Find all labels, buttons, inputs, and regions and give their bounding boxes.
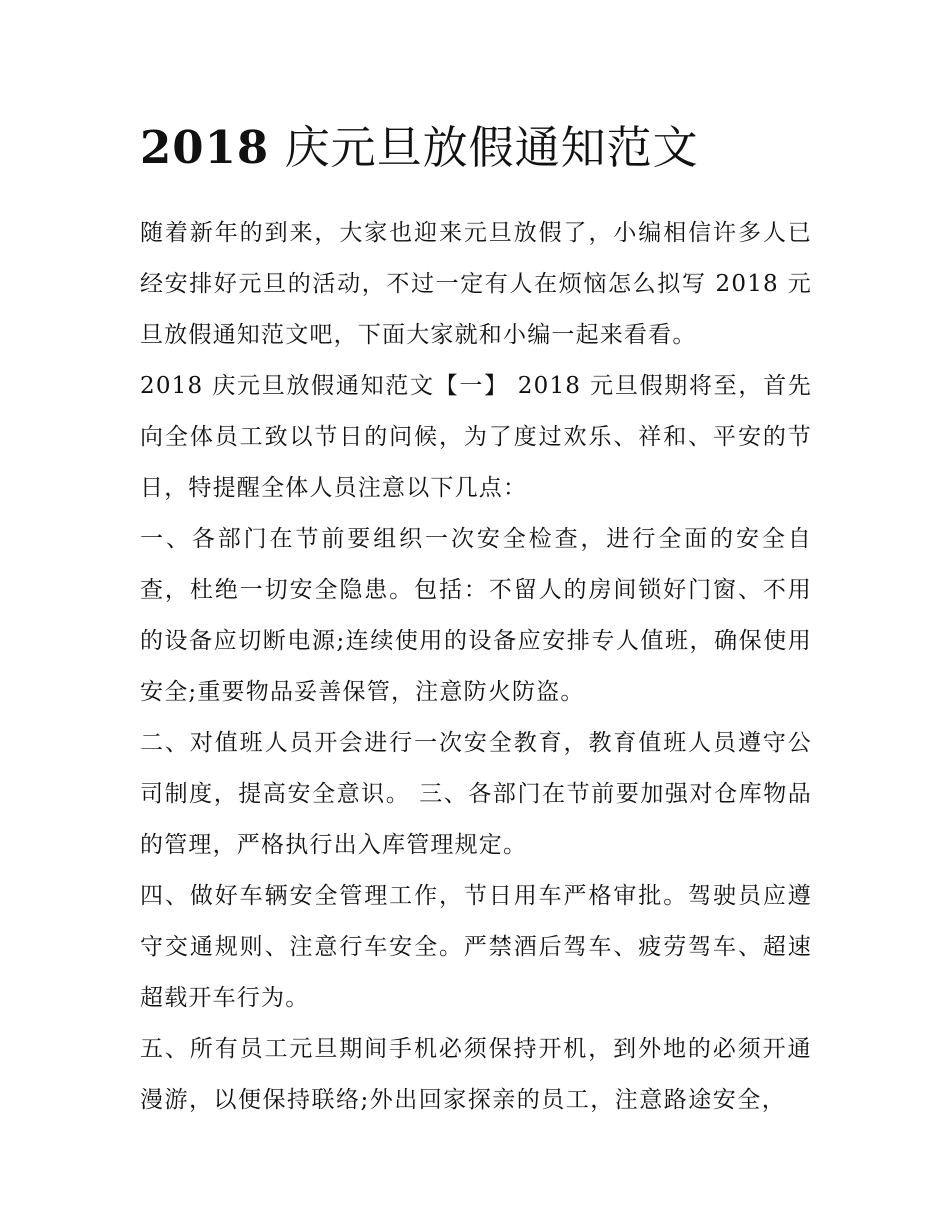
document-page — [140, 110, 812, 1126]
item-four-paragraph: 四、做好车辆安全管理工作，节日用车严格审批。驾驶员应遵守交通规则、注意行车安全。严禁酒后驾车、疲劳驾车、超速超载开车行为。 — [140, 883, 812, 1011]
item-one-paragraph: 一、各部门在节前要组织一次安全检查，进行全面的安全自查，杜绝一切安全隐患。包括：不留人的房间锁好门窗、不用的设备应切断电源;连续使用的设备应安排专人值班，确保使用安全;重要物品妥善保管，注意防火防盗。 — [140, 526, 812, 705]
notice-intro-paragraph: 2018 庆元旦放假通知范文【一】 2018 元旦假期将至，首先向全体员工致以节日的问候，为了度过欢乐、祥和、平安的节日，特提醒全体人员注意以下几点： — [140, 373, 812, 501]
item-five-paragraph: 五、所有员工元旦期间手机必须保持开机，到外地的必须开通漫游，以便保持联络;外出回家探亲的员工，注意路途安全， — [140, 1036, 812, 1113]
title-text: 庆元旦放假通知范文 — [284, 121, 699, 174]
title-number: 2018 — [140, 121, 270, 174]
item-two-three-paragraph: 二、对值班人员开会进行一次安全教育，教育值班人员遵守公司制度，提高安全意识。 三、各部门在节前要加强对仓库物品的管理，严格执行出入库管理规定。 — [140, 730, 812, 858]
document-title — [140, 110, 812, 186]
intro-paragraph: 随着新年的到来，大家也迎来元旦放假了，小编相信许多人已经安排好元旦的活动，不过一定有人在烦恼怎么拟写 2018 元旦放假通知范文吧，下面大家就和小编一起来看看。 — [140, 220, 812, 348]
